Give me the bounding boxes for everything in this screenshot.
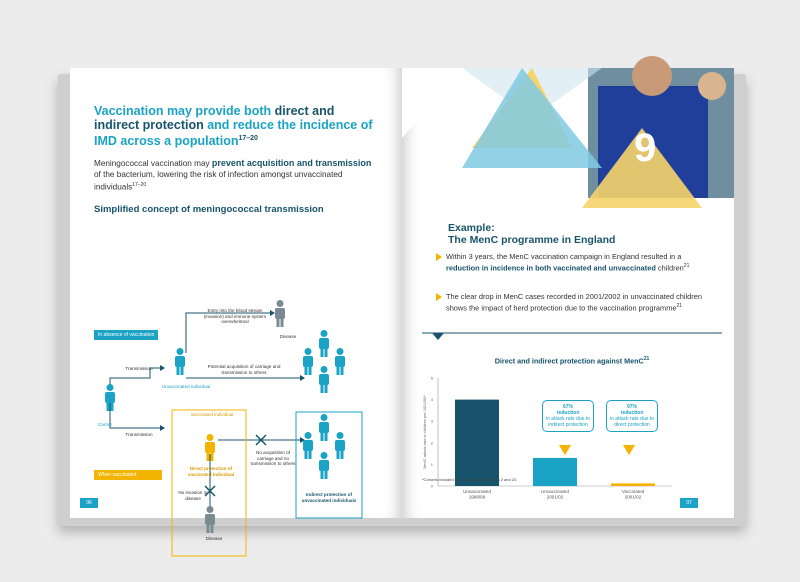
- x-tick-label: 2001/02: [624, 494, 642, 500]
- tag-absence-of-vaccination: In absence of vaccination: [94, 330, 158, 340]
- bar: [455, 400, 499, 486]
- open-brochure: [62, 68, 742, 541]
- intro-bold: prevent acquisition and transmission: [211, 158, 372, 168]
- disease-person-icon: [275, 300, 285, 327]
- example-title: [448, 222, 698, 246]
- header-graphic: [402, 68, 734, 228]
- y-tick-label: 5: [430, 375, 433, 381]
- bullet1-text-2: children: [655, 263, 684, 273]
- label-potential: Potential acquisition of carriage and transmission to others: [207, 364, 281, 375]
- callout2-bold: reduction: [620, 410, 644, 416]
- programme-title: The MenC programme in England: [448, 234, 616, 246]
- label-disease-1: Disease: [279, 334, 297, 339]
- label-direct-protection: Direct protection of vaccinated individual: [187, 466, 235, 477]
- heading-text-2: and reduce the incidence of IMD across a population: [94, 118, 373, 149]
- intro-ref: 17–20: [132, 182, 147, 188]
- label-entry: Entry into the blood stream (invasion) and immune system overwhelmed: [203, 308, 267, 325]
- label-transmission-2: Transmission: [125, 432, 153, 437]
- group-person-icon: [335, 348, 345, 375]
- y-axis-label: MenC attack rate in children per 100,000*: [422, 395, 427, 469]
- label-vaccinated: Vaccinated individual: [190, 412, 234, 417]
- intro-text: Meningococcal vaccination may: [94, 159, 212, 168]
- page-number-right: 07: [680, 498, 698, 508]
- callout-direct: [606, 400, 658, 432]
- example-label: Example:: [448, 222, 495, 234]
- bullet1-text: Within 3 years, the MenC vaccination campaign in England resulted in a: [446, 252, 682, 261]
- page-number-left: 06: [80, 498, 98, 508]
- footnote: *Cohorts included individuals aged between 2 and 20.: [422, 477, 518, 482]
- callout2-pointer: [623, 445, 635, 455]
- label-no-acquisition: No acquisition of carriage and no transmission to others: [250, 450, 296, 467]
- bullet2-text: The clear drop in MenC cases recorded in 2001/2002 in unvaccinated children shows the impact of herd protection due to the vaccination programme: [446, 292, 702, 313]
- unvaccinated-person-icon: [175, 348, 185, 375]
- y-tick-label: 2: [430, 440, 433, 446]
- bullet-2: [446, 292, 716, 313]
- group-person-icon: [319, 366, 329, 393]
- label-disease-2: Disease: [205, 536, 223, 541]
- bar: [533, 458, 577, 486]
- label-unvaccinated: Unvaccinated individual: [161, 384, 211, 389]
- x-tick-label: Unvaccinated: [463, 489, 491, 494]
- group-person-icon: [319, 330, 329, 357]
- right-page: [402, 68, 734, 518]
- callout2-pct: 97%: [626, 404, 637, 410]
- protected-person-icon: [319, 414, 329, 441]
- x-tick-label: Vaccinated: [621, 489, 645, 494]
- bullet1-bold: reduction in incidence in both vaccinated and unvaccinated: [446, 263, 656, 273]
- y-tick-label: 4: [430, 397, 433, 403]
- carrier-person-icon: [105, 384, 115, 411]
- y-tick-label: 0: [430, 483, 433, 489]
- protected-person-icon: [303, 432, 313, 459]
- x-tick-label: 1998/99: [468, 494, 486, 500]
- chart-heading-ref: 21: [643, 356, 650, 362]
- callout1-bold: reduction: [556, 410, 580, 416]
- heading-ref: 17–20: [238, 135, 258, 142]
- bullet-1: [446, 252, 716, 273]
- people-icons: [70, 68, 402, 518]
- left-page: [70, 68, 402, 541]
- callout1-pct: 67%: [562, 404, 573, 410]
- heading-text: Vaccination may provide both: [94, 104, 275, 118]
- tag-when-vaccinated: When vaccinated: [94, 470, 162, 480]
- label-no-invasion: No invasion or disease: [178, 490, 208, 501]
- callout1-text: in attack rate due to indirect protection: [546, 416, 590, 428]
- label-transmission-1: Transmission: [125, 366, 153, 371]
- y-tick-label: 3: [430, 418, 433, 424]
- bar-chart: [412, 368, 722, 508]
- protected-person-icon: [335, 432, 345, 459]
- intro-text-2: of the bacterium, lowering the risk of infection amongst unvaccinated individuals: [94, 169, 343, 192]
- bullet-triangle-icon: [436, 293, 442, 301]
- jersey-number: 9: [634, 126, 657, 170]
- heading-bold: direct and indirect protection: [94, 104, 335, 132]
- bullet1-ref: 21: [683, 262, 690, 269]
- x-tick-label: 2001/02: [546, 494, 564, 500]
- label-indirect-protection: Indirect protection of unvaccinated individuals: [301, 492, 357, 503]
- bullet-triangle-icon: [436, 253, 442, 261]
- protected-person-icon: [319, 452, 329, 479]
- vaccinated-person-icon: [205, 434, 215, 461]
- x-tick-label: Unvaccinated: [541, 489, 569, 494]
- callout1-pointer: [559, 445, 571, 455]
- y-tick-label: 1: [430, 461, 433, 467]
- chart-heading: [442, 356, 702, 365]
- label-carrier: Carrier: [97, 422, 113, 427]
- disease-person-icon-2: [205, 506, 215, 533]
- group-person-icon: [303, 348, 313, 375]
- section-divider: [422, 331, 722, 343]
- callout2-text: in attack rate due to direct protection: [610, 416, 654, 428]
- chart-heading-text: Direct and indirect protection against MenC: [494, 356, 644, 366]
- callout-indirect: [542, 400, 594, 432]
- bar: [611, 483, 655, 486]
- bullet2-ref: 21: [676, 302, 683, 309]
- diagram-subheading: Simplified concept of meningococcal transmission: [94, 204, 324, 215]
